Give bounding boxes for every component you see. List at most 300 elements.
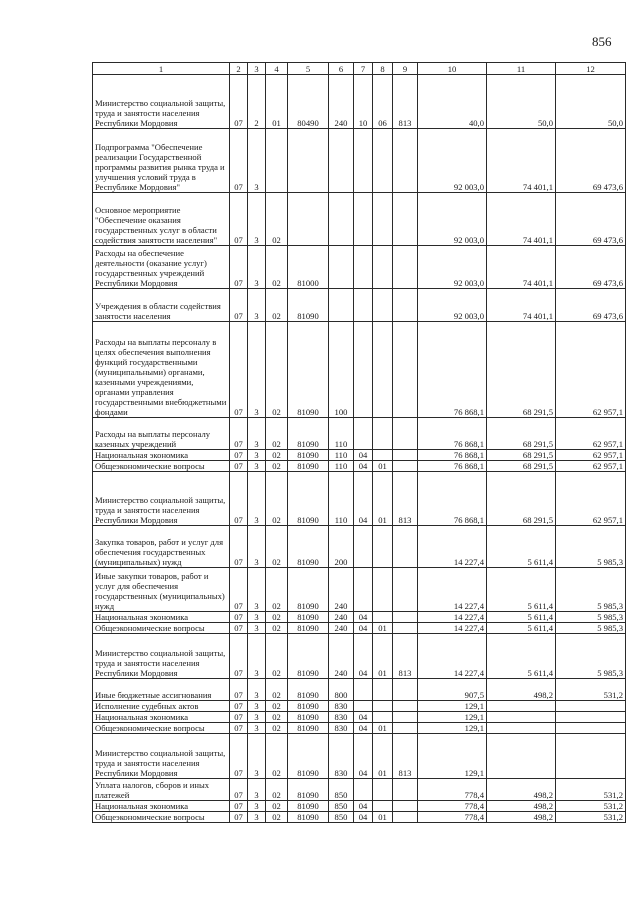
table-row — [93, 634, 626, 679]
table-row — [93, 526, 626, 568]
amount-col12-cell: 62 957,1 — [556, 418, 626, 450]
amount-col10-cell: 129,1 — [418, 734, 487, 779]
amount-col12-cell: 62 957,1 — [556, 450, 626, 461]
name-cell: Иные закупки товаров, работ и услуг для обеспечения государственных (муниципальных) нужд — [93, 568, 230, 612]
code-gp-cell: 07 — [230, 812, 248, 823]
code-vr-cell: 850 — [329, 801, 354, 812]
code-rz-cell — [354, 246, 373, 289]
name-cell: Общеэкономические вопросы — [93, 723, 230, 734]
code-pr-cell — [373, 779, 393, 801]
table-body — [93, 75, 626, 823]
amount-col11-cell — [487, 701, 556, 712]
code-pr-cell: 01 — [373, 812, 393, 823]
amount-col10-cell: 14 227,4 — [418, 612, 487, 623]
code-vr-cell: 800 — [329, 679, 354, 701]
code-pp-cell: 3 — [248, 734, 266, 779]
code-rz-cell — [354, 193, 373, 246]
code-om-cell: 02 — [266, 679, 288, 701]
code-dir-cell: 81090 — [288, 461, 329, 472]
amount-col12-cell: 62 957,1 — [556, 472, 626, 526]
code-pr-cell — [373, 679, 393, 701]
code-rz-cell — [354, 129, 373, 193]
col-header-7: 7 — [354, 63, 373, 75]
table-row — [93, 322, 626, 418]
name-cell: Министерство социальной защиты, труда и занятости населения Республики Мордовия — [93, 734, 230, 779]
amount-col10-cell: 14 227,4 — [418, 634, 487, 679]
name-cell: Национальная экономика — [93, 450, 230, 461]
code-vr-cell: 850 — [329, 812, 354, 823]
code-pr-cell: 06 — [373, 75, 393, 129]
code-pr-cell — [373, 289, 393, 322]
amount-col10-cell: 76 868,1 — [418, 472, 487, 526]
code-om-cell — [266, 129, 288, 193]
name-cell: Общеэкономические вопросы — [93, 461, 230, 472]
code-gp-cell: 07 — [230, 193, 248, 246]
code-pr-cell: 01 — [373, 623, 393, 634]
table-row — [93, 723, 626, 734]
amount-col10-cell: 92 003,0 — [418, 129, 487, 193]
code-rz-cell: 10 — [354, 75, 373, 129]
code-pp-cell: 3 — [248, 723, 266, 734]
code-rz-cell: 04 — [354, 450, 373, 461]
table-row — [93, 450, 626, 461]
table-row — [93, 712, 626, 723]
amount-col10-cell: 778,4 — [418, 812, 487, 823]
code-gp-cell: 07 — [230, 450, 248, 461]
amount-col10-cell: 778,4 — [418, 779, 487, 801]
code-dir-cell: 81090 — [288, 289, 329, 322]
code-rz-cell — [354, 568, 373, 612]
code-pr-cell — [373, 526, 393, 568]
code-vr-cell: 110 — [329, 450, 354, 461]
code-vr-cell — [329, 246, 354, 289]
code-gp-cell: 07 — [230, 779, 248, 801]
code-om-cell: 02 — [266, 612, 288, 623]
amount-col10-cell: 92 003,0 — [418, 289, 487, 322]
amount-col10-cell: 76 868,1 — [418, 461, 487, 472]
code-pp-cell: 3 — [248, 679, 266, 701]
code-om-cell: 02 — [266, 568, 288, 612]
name-cell: Общеэкономические вопросы — [93, 623, 230, 634]
code-pr-cell: 01 — [373, 734, 393, 779]
code-vr-cell: 830 — [329, 701, 354, 712]
amount-col12-cell: 5 985,3 — [556, 623, 626, 634]
code-vr-cell: 830 — [329, 734, 354, 779]
table-row — [93, 779, 626, 801]
code-pp-cell: 3 — [248, 779, 266, 801]
amount-col11-cell: 74 401,1 — [487, 193, 556, 246]
amount-col12-cell: 69 473,6 — [556, 289, 626, 322]
amount-col10-cell: 14 227,4 — [418, 623, 487, 634]
code-dir-cell: 81090 — [288, 812, 329, 823]
amount-col12-cell — [556, 723, 626, 734]
amount-col11-cell: 68 291,5 — [487, 450, 556, 461]
code-vr-cell — [329, 129, 354, 193]
amount-col11-cell — [487, 723, 556, 734]
code-om-cell: 02 — [266, 623, 288, 634]
col-header-2: 2 — [230, 63, 248, 75]
name-cell: Расходы на выплаты персоналу в целях обеспечения выполнения функций государственными (муниципальными) органами, казенными учреждениями, органами управления государственными внебюджетными фондами — [93, 322, 230, 418]
code-ministry-cell — [393, 526, 418, 568]
budget-table — [92, 62, 626, 823]
code-dir-cell: 81090 — [288, 450, 329, 461]
amount-col11-cell — [487, 734, 556, 779]
name-cell: Иные бюджетные ассигнования — [93, 679, 230, 701]
code-pr-cell: 01 — [373, 472, 393, 526]
amount-col11-cell: 498,2 — [487, 812, 556, 823]
code-gp-cell: 07 — [230, 734, 248, 779]
code-dir-cell: 81090 — [288, 623, 329, 634]
code-dir-cell — [288, 193, 329, 246]
code-rz-cell: 04 — [354, 472, 373, 526]
amount-col11-cell — [487, 712, 556, 723]
amount-col12-cell: 62 957,1 — [556, 461, 626, 472]
code-ministry-cell — [393, 801, 418, 812]
name-cell: Расходы на обеспечение деятельности (оказание услуг) государственных учреждений Республики Мордовия — [93, 246, 230, 289]
code-rz-cell — [354, 526, 373, 568]
amount-col11-cell: 5 611,4 — [487, 634, 556, 679]
name-cell: Уплата налогов, сборов и иных платежей — [93, 779, 230, 801]
col-header-3: 3 — [248, 63, 266, 75]
amount-col12-cell — [556, 734, 626, 779]
name-cell: Учреждения в области содействия занятости населения — [93, 289, 230, 322]
code-ministry-cell: 813 — [393, 472, 418, 526]
code-pr-cell — [373, 801, 393, 812]
code-pp-cell: 3 — [248, 701, 266, 712]
code-pr-cell: 01 — [373, 461, 393, 472]
code-pp-cell: 3 — [248, 526, 266, 568]
code-pr-cell — [373, 246, 393, 289]
code-om-cell: 02 — [266, 461, 288, 472]
code-gp-cell: 07 — [230, 289, 248, 322]
amount-col11-cell: 5 611,4 — [487, 623, 556, 634]
code-ministry-cell — [393, 679, 418, 701]
code-rz-cell — [354, 679, 373, 701]
table-row — [93, 734, 626, 779]
code-ministry-cell — [393, 461, 418, 472]
col-header-9: 9 — [393, 63, 418, 75]
table-row — [93, 623, 626, 634]
code-vr-cell: 830 — [329, 712, 354, 723]
code-vr-cell: 240 — [329, 612, 354, 623]
code-dir-cell: 81090 — [288, 472, 329, 526]
code-gp-cell: 07 — [230, 679, 248, 701]
col-header-5: 5 — [288, 63, 329, 75]
code-pp-cell: 3 — [248, 712, 266, 723]
code-rz-cell: 04 — [354, 723, 373, 734]
code-rz-cell: 04 — [354, 461, 373, 472]
code-pr-cell — [373, 712, 393, 723]
code-om-cell: 02 — [266, 734, 288, 779]
table-row — [93, 75, 626, 129]
code-pp-cell: 3 — [248, 322, 266, 418]
amount-col10-cell: 778,4 — [418, 801, 487, 812]
name-cell: Национальная экономика — [93, 712, 230, 723]
code-vr-cell: 240 — [329, 623, 354, 634]
code-ministry-cell — [393, 450, 418, 461]
code-om-cell: 02 — [266, 472, 288, 526]
code-pp-cell: 3 — [248, 450, 266, 461]
code-rz-cell — [354, 418, 373, 450]
code-ministry-cell — [393, 246, 418, 289]
amount-col12-cell: 5 985,3 — [556, 526, 626, 568]
table-row — [93, 472, 626, 526]
code-pp-cell: 2 — [248, 75, 266, 129]
table-row — [93, 461, 626, 472]
code-gp-cell: 07 — [230, 612, 248, 623]
code-ministry-cell — [393, 418, 418, 450]
code-om-cell: 02 — [266, 322, 288, 418]
code-dir-cell — [288, 129, 329, 193]
code-pp-cell: 3 — [248, 812, 266, 823]
amount-col10-cell: 40,0 — [418, 75, 487, 129]
code-ministry-cell — [393, 612, 418, 623]
code-gp-cell: 07 — [230, 418, 248, 450]
amount-col10-cell: 129,1 — [418, 712, 487, 723]
code-pp-cell: 3 — [248, 472, 266, 526]
amount-col10-cell: 129,1 — [418, 723, 487, 734]
col-header-1: 1 — [93, 63, 230, 75]
code-pp-cell: 3 — [248, 801, 266, 812]
amount-col12-cell: 62 957,1 — [556, 322, 626, 418]
code-gp-cell: 07 — [230, 568, 248, 612]
code-dir-cell: 81090 — [288, 612, 329, 623]
code-vr-cell: 830 — [329, 723, 354, 734]
name-cell: Основное мероприятие "Обеспечение оказания государственных услуг в области содействия занятости населения" — [93, 193, 230, 246]
code-dir-cell: 81090 — [288, 779, 329, 801]
code-gp-cell: 07 — [230, 634, 248, 679]
code-vr-cell: 110 — [329, 461, 354, 472]
amount-col10-cell: 76 868,1 — [418, 418, 487, 450]
code-dir-cell: 81090 — [288, 723, 329, 734]
code-ministry-cell — [393, 723, 418, 734]
col-header-8: 8 — [373, 63, 393, 75]
amount-col12-cell — [556, 712, 626, 723]
code-pr-cell — [373, 701, 393, 712]
name-cell: Министерство социальной защиты, труда и занятости населения Республики Мордовия — [93, 634, 230, 679]
code-om-cell: 02 — [266, 246, 288, 289]
code-pr-cell — [373, 568, 393, 612]
code-dir-cell: 81090 — [288, 712, 329, 723]
code-vr-cell — [329, 193, 354, 246]
code-pp-cell: 3 — [248, 461, 266, 472]
code-rz-cell: 04 — [354, 634, 373, 679]
table-row — [93, 193, 626, 246]
code-om-cell: 02 — [266, 723, 288, 734]
code-pp-cell: 3 — [248, 289, 266, 322]
amount-col11-cell: 74 401,1 — [487, 289, 556, 322]
code-rz-cell: 04 — [354, 712, 373, 723]
code-dir-cell: 81090 — [288, 322, 329, 418]
code-om-cell: 02 — [266, 418, 288, 450]
amount-col10-cell: 907,5 — [418, 679, 487, 701]
name-cell: Министерство социальной защиты, труда и занятости населения Республики Мордовия — [93, 472, 230, 526]
code-dir-cell: 81090 — [288, 526, 329, 568]
page-number: 856 — [592, 34, 612, 49]
header-row — [93, 63, 626, 75]
code-ministry-cell — [393, 712, 418, 723]
amount-col12-cell: 531,2 — [556, 812, 626, 823]
amount-col10-cell: 76 868,1 — [418, 450, 487, 461]
code-gp-cell: 07 — [230, 246, 248, 289]
code-gp-cell: 07 — [230, 129, 248, 193]
code-ministry-cell — [393, 193, 418, 246]
code-vr-cell: 240 — [329, 568, 354, 612]
code-ministry-cell: 813 — [393, 75, 418, 129]
code-om-cell: 02 — [266, 526, 288, 568]
amount-col12-cell — [556, 701, 626, 712]
code-ministry-cell — [393, 812, 418, 823]
code-rz-cell: 04 — [354, 623, 373, 634]
amount-col10-cell: 14 227,4 — [418, 568, 487, 612]
amount-col11-cell: 68 291,5 — [487, 322, 556, 418]
code-pp-cell: 3 — [248, 418, 266, 450]
code-gp-cell: 07 — [230, 472, 248, 526]
code-om-cell: 02 — [266, 801, 288, 812]
amount-col11-cell: 498,2 — [487, 679, 556, 701]
code-rz-cell — [354, 289, 373, 322]
table-row — [93, 812, 626, 823]
code-gp-cell: 07 — [230, 712, 248, 723]
code-vr-cell: 240 — [329, 75, 354, 129]
table-row — [93, 612, 626, 623]
code-gp-cell: 07 — [230, 801, 248, 812]
code-gp-cell: 07 — [230, 526, 248, 568]
code-gp-cell: 07 — [230, 623, 248, 634]
table-row — [93, 289, 626, 322]
name-cell: Общеэкономические вопросы — [93, 812, 230, 823]
code-pr-cell — [373, 193, 393, 246]
name-cell: Закупка товаров, работ и услуг для обеспечения государственных (муниципальных) нужд — [93, 526, 230, 568]
code-ministry-cell — [393, 701, 418, 712]
code-dir-cell: 81000 — [288, 246, 329, 289]
amount-col11-cell: 68 291,5 — [487, 461, 556, 472]
code-om-cell: 02 — [266, 812, 288, 823]
amount-col11-cell: 50,0 — [487, 75, 556, 129]
table-row — [93, 568, 626, 612]
code-dir-cell: 81090 — [288, 679, 329, 701]
code-ministry-cell — [393, 568, 418, 612]
code-rz-cell: 04 — [354, 812, 373, 823]
name-cell: Министерство социальной защиты, труда и занятости населения Республики Мордовия — [93, 75, 230, 129]
name-cell: Национальная экономика — [93, 801, 230, 812]
amount-col12-cell: 69 473,6 — [556, 129, 626, 193]
code-pr-cell — [373, 612, 393, 623]
code-om-cell: 02 — [266, 712, 288, 723]
code-ministry-cell — [393, 129, 418, 193]
table-row — [93, 418, 626, 450]
code-vr-cell — [329, 289, 354, 322]
code-ministry-cell: 813 — [393, 634, 418, 679]
amount-col11-cell: 5 611,4 — [487, 568, 556, 612]
code-om-cell: 02 — [266, 289, 288, 322]
code-gp-cell: 07 — [230, 461, 248, 472]
code-pr-cell — [373, 322, 393, 418]
amount-col12-cell: 5 985,3 — [556, 634, 626, 679]
code-dir-cell: 81090 — [288, 634, 329, 679]
code-pp-cell: 3 — [248, 634, 266, 679]
code-om-cell: 02 — [266, 634, 288, 679]
code-ministry-cell — [393, 322, 418, 418]
amount-col12-cell: 50,0 — [556, 75, 626, 129]
code-rz-cell — [354, 322, 373, 418]
code-vr-cell: 110 — [329, 472, 354, 526]
col-header-4: 4 — [266, 63, 288, 75]
code-om-cell: 02 — [266, 779, 288, 801]
col-header-11: 11 — [487, 63, 556, 75]
amount-col11-cell: 5 611,4 — [487, 526, 556, 568]
code-ministry-cell: 813 — [393, 734, 418, 779]
table-header — [93, 63, 626, 75]
code-dir-cell: 80490 — [288, 75, 329, 129]
amount-col10-cell: 76 868,1 — [418, 322, 487, 418]
code-pp-cell: 3 — [248, 193, 266, 246]
amount-col11-cell: 68 291,5 — [487, 418, 556, 450]
code-pr-cell: 01 — [373, 634, 393, 679]
code-gp-cell: 07 — [230, 723, 248, 734]
col-header-10: 10 — [418, 63, 487, 75]
amount-col12-cell: 69 473,6 — [556, 246, 626, 289]
code-dir-cell: 81090 — [288, 418, 329, 450]
code-pp-cell: 3 — [248, 612, 266, 623]
code-ministry-cell — [393, 779, 418, 801]
code-rz-cell: 04 — [354, 612, 373, 623]
code-pp-cell: 3 — [248, 246, 266, 289]
amount-col12-cell: 69 473,6 — [556, 193, 626, 246]
code-pp-cell: 3 — [248, 623, 266, 634]
name-cell: Расходы на выплаты персоналу казенных учреждений — [93, 418, 230, 450]
code-ministry-cell — [393, 289, 418, 322]
code-dir-cell: 81090 — [288, 734, 329, 779]
code-om-cell: 02 — [266, 450, 288, 461]
table-row — [93, 129, 626, 193]
col-header-12: 12 — [556, 63, 626, 75]
amount-col10-cell: 92 003,0 — [418, 246, 487, 289]
code-om-cell: 02 — [266, 701, 288, 712]
code-rz-cell: 04 — [354, 734, 373, 779]
table-row — [93, 246, 626, 289]
code-pr-cell — [373, 418, 393, 450]
amount-col11-cell: 74 401,1 — [487, 246, 556, 289]
code-gp-cell: 07 — [230, 75, 248, 129]
code-dir-cell: 81090 — [288, 801, 329, 812]
amount-col10-cell: 92 003,0 — [418, 193, 487, 246]
amount-col12-cell: 5 985,3 — [556, 612, 626, 623]
code-dir-cell: 81090 — [288, 568, 329, 612]
code-vr-cell: 240 — [329, 634, 354, 679]
code-pp-cell: 3 — [248, 568, 266, 612]
code-vr-cell: 110 — [329, 418, 354, 450]
name-cell: Подпрограмма "Обеспечение реализации Государственной программы развития рынка труда и улучшения условий труда в Республике Мордовия" — [93, 129, 230, 193]
amount-col11-cell: 74 401,1 — [487, 129, 556, 193]
name-cell: Исполнение судебных актов — [93, 701, 230, 712]
amount-col11-cell: 498,2 — [487, 801, 556, 812]
code-vr-cell: 100 — [329, 322, 354, 418]
code-vr-cell: 850 — [329, 779, 354, 801]
code-gp-cell: 07 — [230, 322, 248, 418]
code-pr-cell — [373, 450, 393, 461]
code-rz-cell: 04 — [354, 801, 373, 812]
code-dir-cell: 81090 — [288, 701, 329, 712]
code-pr-cell — [373, 129, 393, 193]
code-om-cell: 01 — [266, 75, 288, 129]
code-ministry-cell — [393, 623, 418, 634]
code-rz-cell — [354, 701, 373, 712]
code-gp-cell: 07 — [230, 701, 248, 712]
amount-col10-cell: 129,1 — [418, 701, 487, 712]
code-om-cell: 02 — [266, 193, 288, 246]
amount-col11-cell: 68 291,5 — [487, 472, 556, 526]
